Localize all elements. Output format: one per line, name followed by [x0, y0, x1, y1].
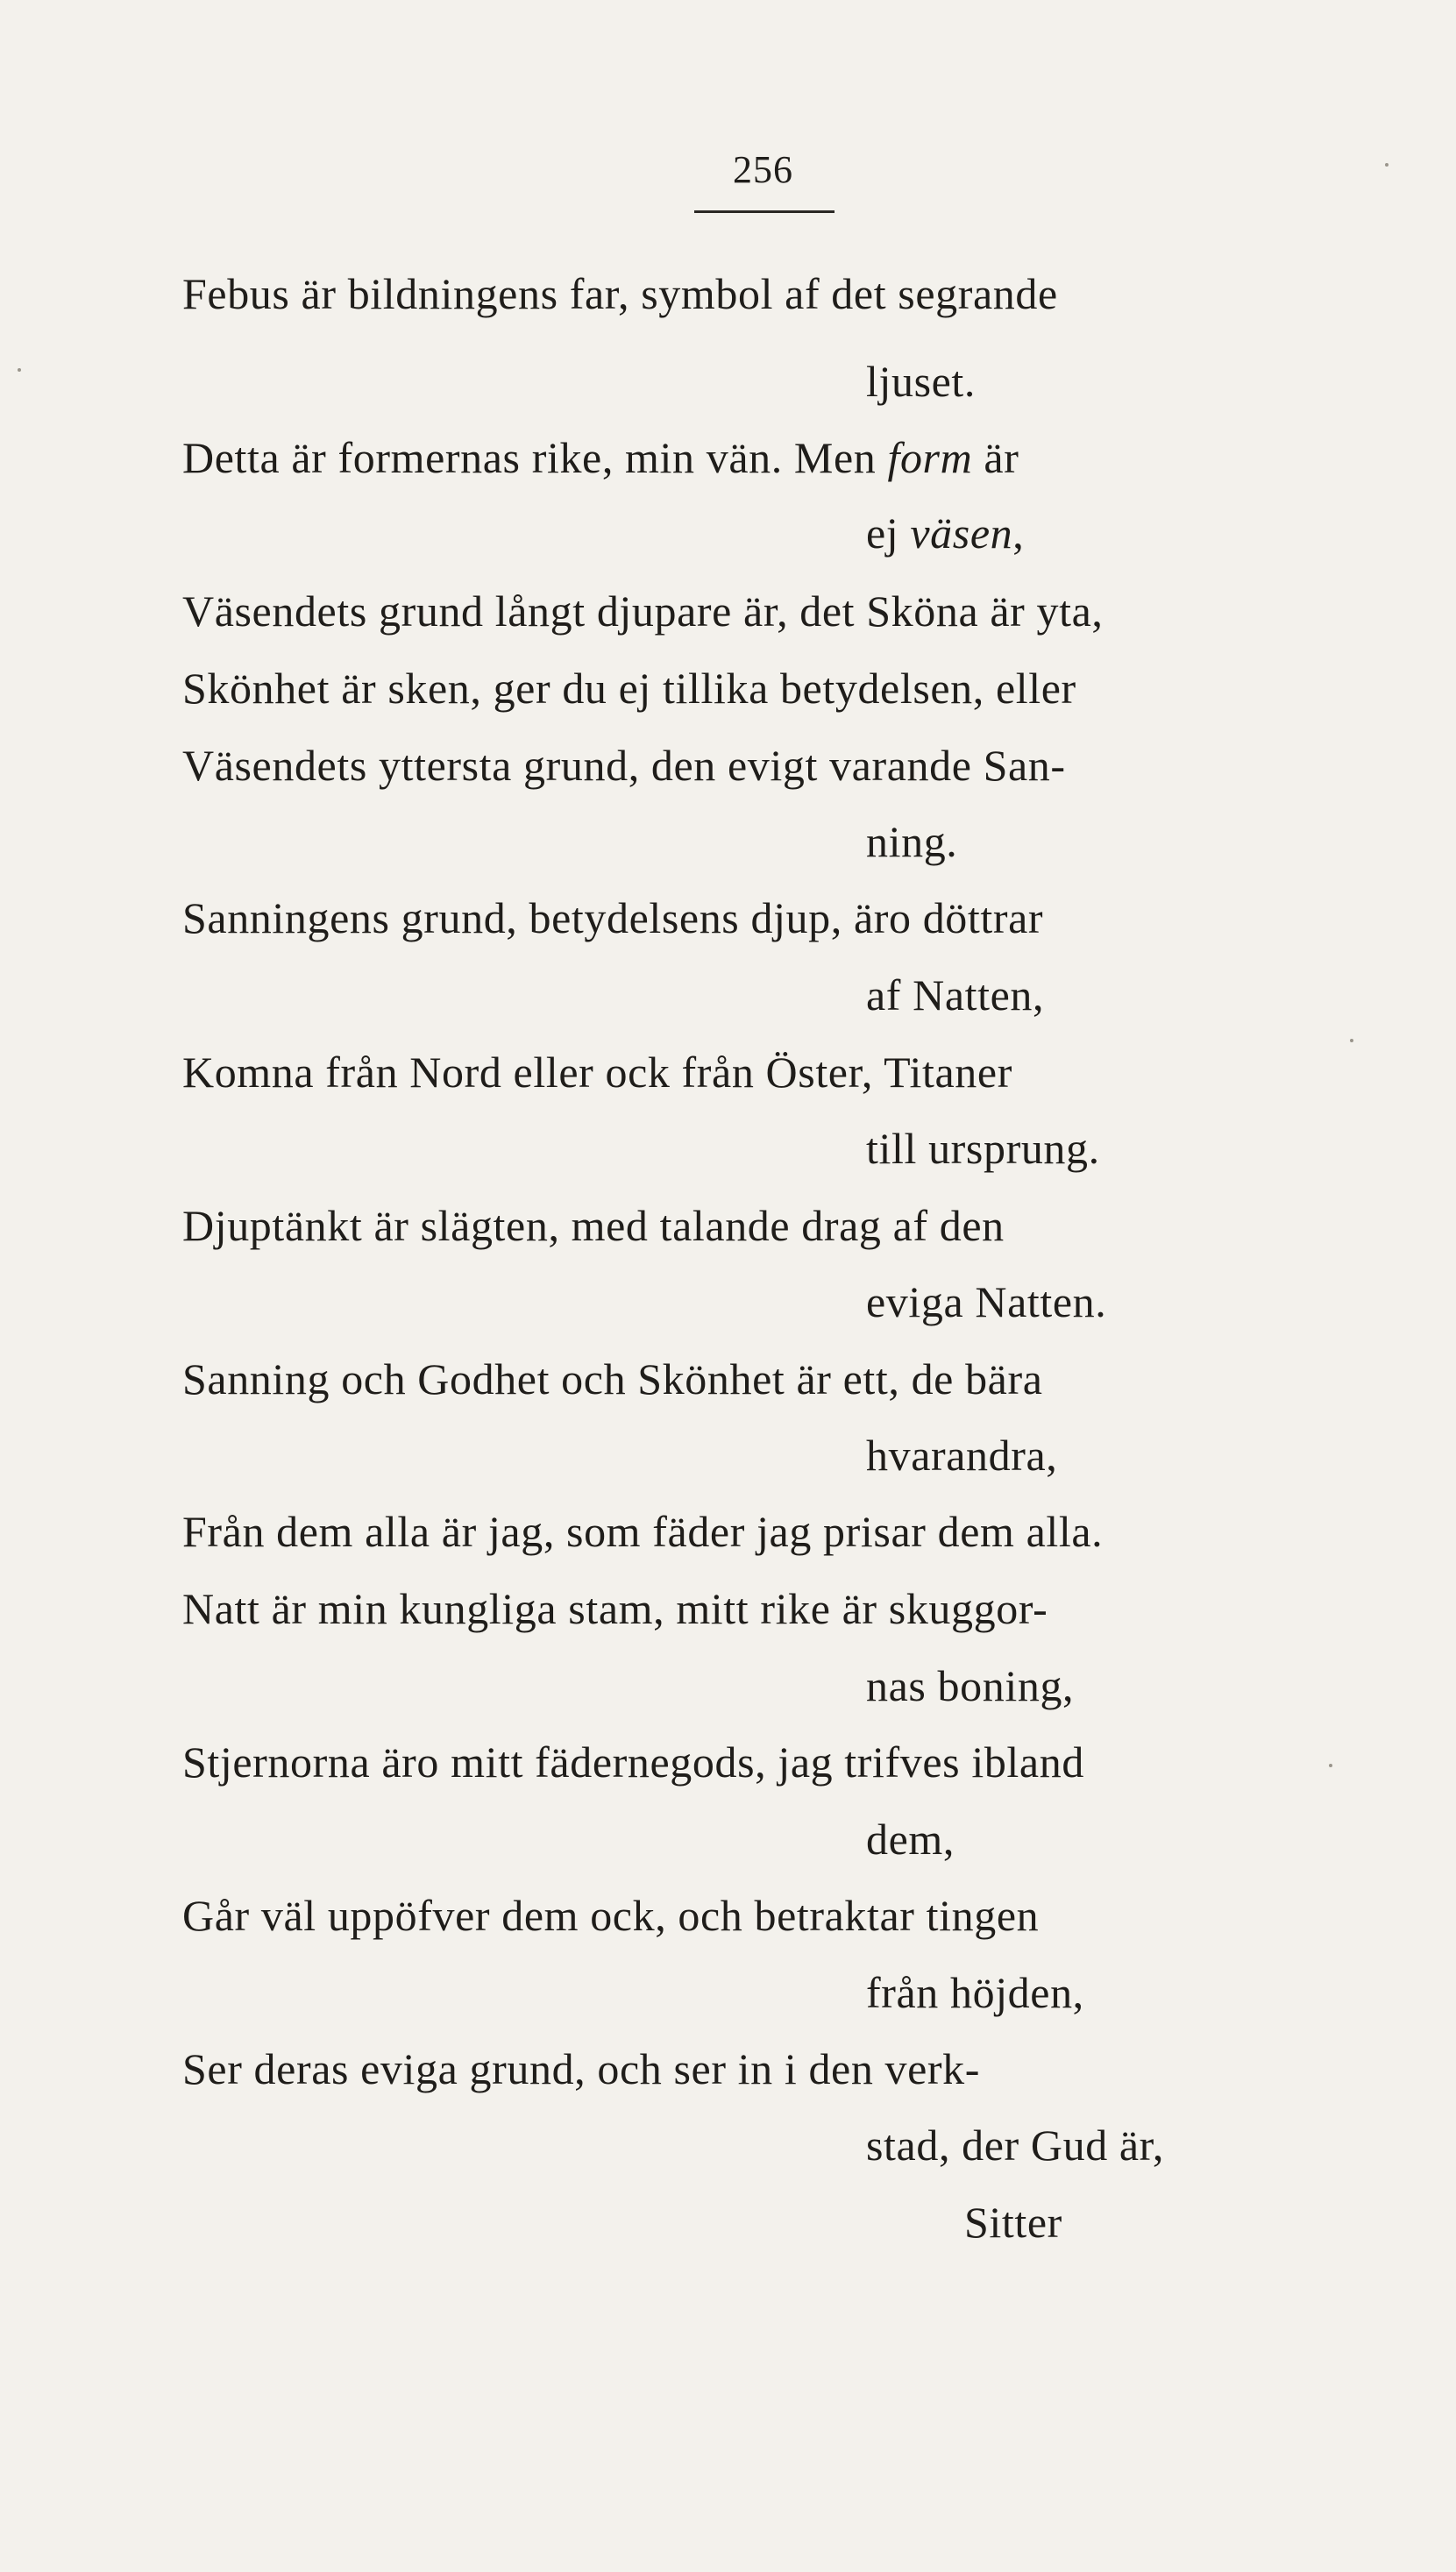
- verse-line: Går väl uppöfver dem ock, och betraktar tingen: [182, 1891, 1040, 1940]
- verse-line: Väsendets yttersta grund, den evigt varande San-: [182, 741, 1066, 790]
- verse-line-continuation: ljuset.: [866, 357, 977, 406]
- paper-speck: [1350, 1039, 1353, 1042]
- verse-line: Natt är min kungliga stam, mitt rike är skuggor-: [182, 1584, 1048, 1633]
- verse-line: Ser deras eviga grund, och ser in i den verk-: [182, 2044, 981, 2093]
- verse-line-continuation: ning.: [866, 817, 958, 866]
- page-number: 256: [733, 148, 793, 191]
- verse-line-continuation: från höjden,: [866, 1968, 1084, 2017]
- verse-line: Stjernorna äro mitt fädernegods, jag trifves ibland: [182, 1737, 1084, 1787]
- verse-line: Febus är bildningens far, symbol af det segrande: [182, 269, 1058, 318]
- verse-text: ,: [1012, 508, 1025, 558]
- verse-line-continuation: hvarandra,: [866, 1431, 1058, 1480]
- verse-line: Sanning och Godhet och Skönhet är ett, de bära: [182, 1354, 1043, 1403]
- verse-line: Sanningens grund, betydelsens djup, äro döttrar: [182, 893, 1044, 942]
- verse-line-continuation: stad, der Gud är,: [866, 2121, 1165, 2170]
- catchword: Sitter: [964, 2198, 1062, 2247]
- verse-line: Komna från Nord eller ock från Öster, Titaner: [182, 1048, 1012, 1097]
- paper-speck: [18, 368, 21, 372]
- verse-line: Från dem alla är jag, som fäder jag prisar dem alla.: [182, 1507, 1104, 1556]
- verse-line: Skönhet är sken, ger du ej tillika betydelsen, eller: [182, 664, 1076, 713]
- emphasized-word: form: [887, 433, 973, 482]
- emphasized-word: väsen: [910, 508, 1013, 558]
- verse-line-continuation: nas boning,: [866, 1661, 1075, 1710]
- verse-line-continuation: [866, 508, 1025, 558]
- verse-text: ej: [866, 508, 911, 558]
- verse-text: Detta är formernas rike, min vän. Men: [182, 433, 888, 482]
- verse-text: är: [972, 433, 1019, 482]
- paper-speck: [1329, 1764, 1332, 1767]
- verse-line-continuation: eviga Natten.: [866, 1277, 1107, 1326]
- verse-line-continuation: till ursprung.: [866, 1124, 1100, 1173]
- paper-speck: [1385, 163, 1389, 167]
- verse-line-continuation: af Natten,: [866, 970, 1045, 1020]
- verse-line: Väsendets grund långt djupare är, det Sköna är yta,: [182, 586, 1104, 636]
- verse-line: Djuptänkt är slägten, med talande drag af den: [182, 1201, 1005, 1250]
- verse-line: [182, 433, 1019, 482]
- verse-line-continuation: dem,: [866, 1815, 955, 1864]
